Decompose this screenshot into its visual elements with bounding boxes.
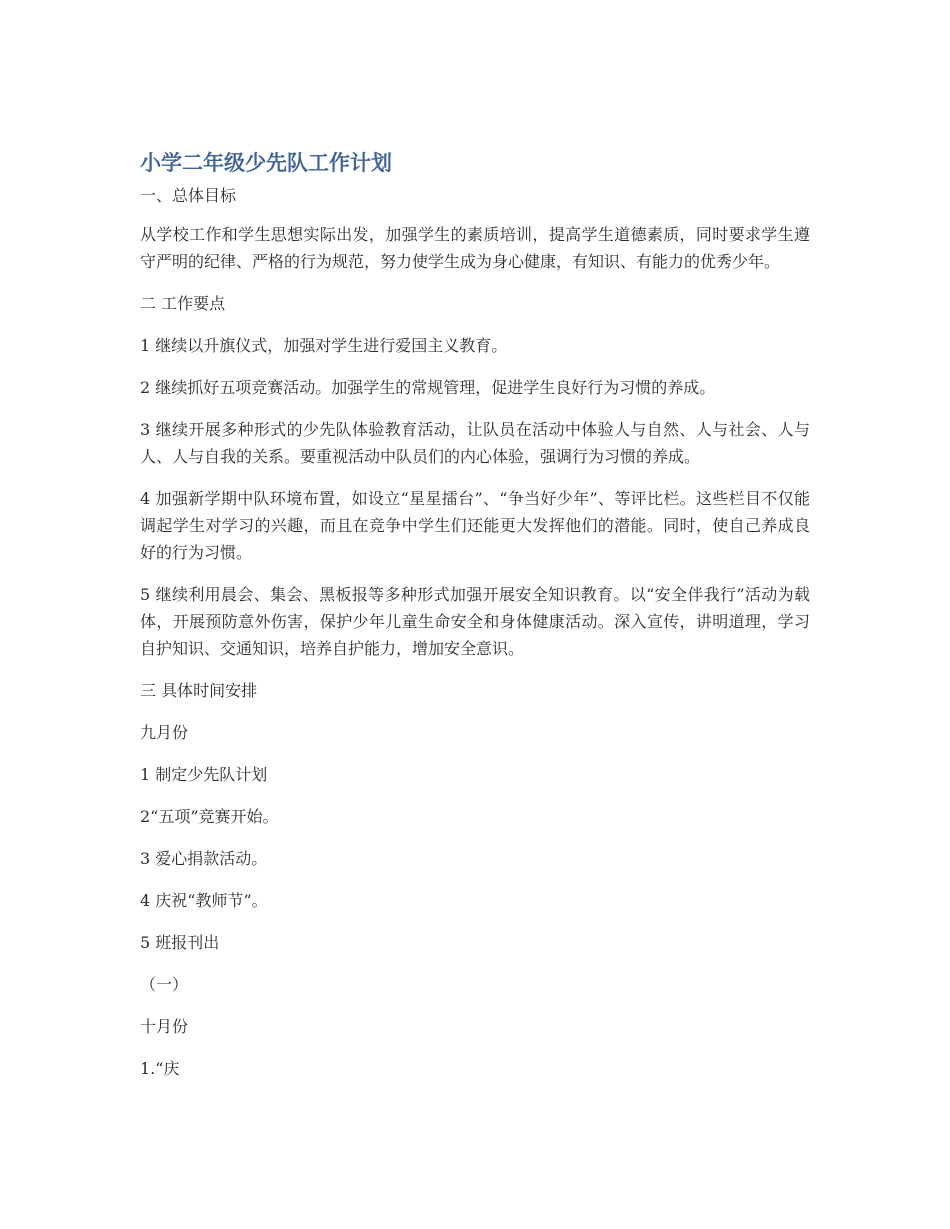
section-heading-schedule: 三 具体时间安排 bbox=[140, 681, 258, 700]
month-heading-october: 十月份 bbox=[140, 1017, 189, 1036]
document-title: 小学二年级少先队工作计划 bbox=[140, 151, 392, 175]
work-point-5: 5 继续利用晨会、集会、黑板报等多种形式加强开展安全知识教育。以“安全伴我行”活动为载体，开展预防意外伤害，保护少年儿童生命安全和身体健康活动。深入宣传，讲明道理，学习自护知识、交通知识，培养自护能力，增加安全意识。 bbox=[140, 585, 810, 658]
october-item-1: 1.“庆 bbox=[140, 1059, 180, 1078]
september-item-5: 5 班报刊出 bbox=[140, 933, 220, 952]
work-point-1: 1 继续以升旗仪式，加强对学生进行爱国主义教育。 bbox=[140, 336, 508, 355]
document-page bbox=[140, 148, 810, 1097]
section-heading-work-points: 二 工作要点 bbox=[140, 294, 226, 313]
work-point-3: 3 继续开展多种形式的少先队体验教育活动，让队员在活动中体验人与自然、人与社会、人与人、人与自我的关系。要重视活动中队员们的内心体验，强调行为习惯的养成。 bbox=[140, 420, 810, 466]
work-point-4: 4 加强新学期中队环境布置，如设立“星星擂台”、“争当好少年”、等评比栏。这些栏目不仅能调起学生对学习的兴趣，而且在竞争中学生们还能更大发挥他们的潜能。同时，使自己养成良好的行为习惯。 bbox=[140, 489, 810, 562]
september-item-1: 1 制定少先队计划 bbox=[140, 765, 268, 784]
september-item-3: 3 爱心捐款活动。 bbox=[140, 849, 268, 868]
section-heading-overall-goal: 一、总体目标 bbox=[140, 186, 237, 205]
work-point-2: 2 继续抓好五项竞赛活动。加强学生的常规管理，促进学生良好行为习惯的养成。 bbox=[140, 378, 716, 397]
september-item-4: 4 庆祝“教师节”。 bbox=[140, 891, 268, 910]
september-item-2: 2“五项”竞赛开始。 bbox=[140, 807, 279, 826]
paragraph-overall-goal: 从学校工作和学生思想实际出发，加强学生的素质培训，提高学生道德素质，同时要求学生遵守严明的纪律、严格的行为规范，努力使学生成为身心健康，有知识、有能力的优秀少年。 bbox=[140, 225, 810, 271]
month-heading-september: 九月份 bbox=[140, 723, 189, 742]
subsection-marker: （一） bbox=[140, 975, 189, 994]
